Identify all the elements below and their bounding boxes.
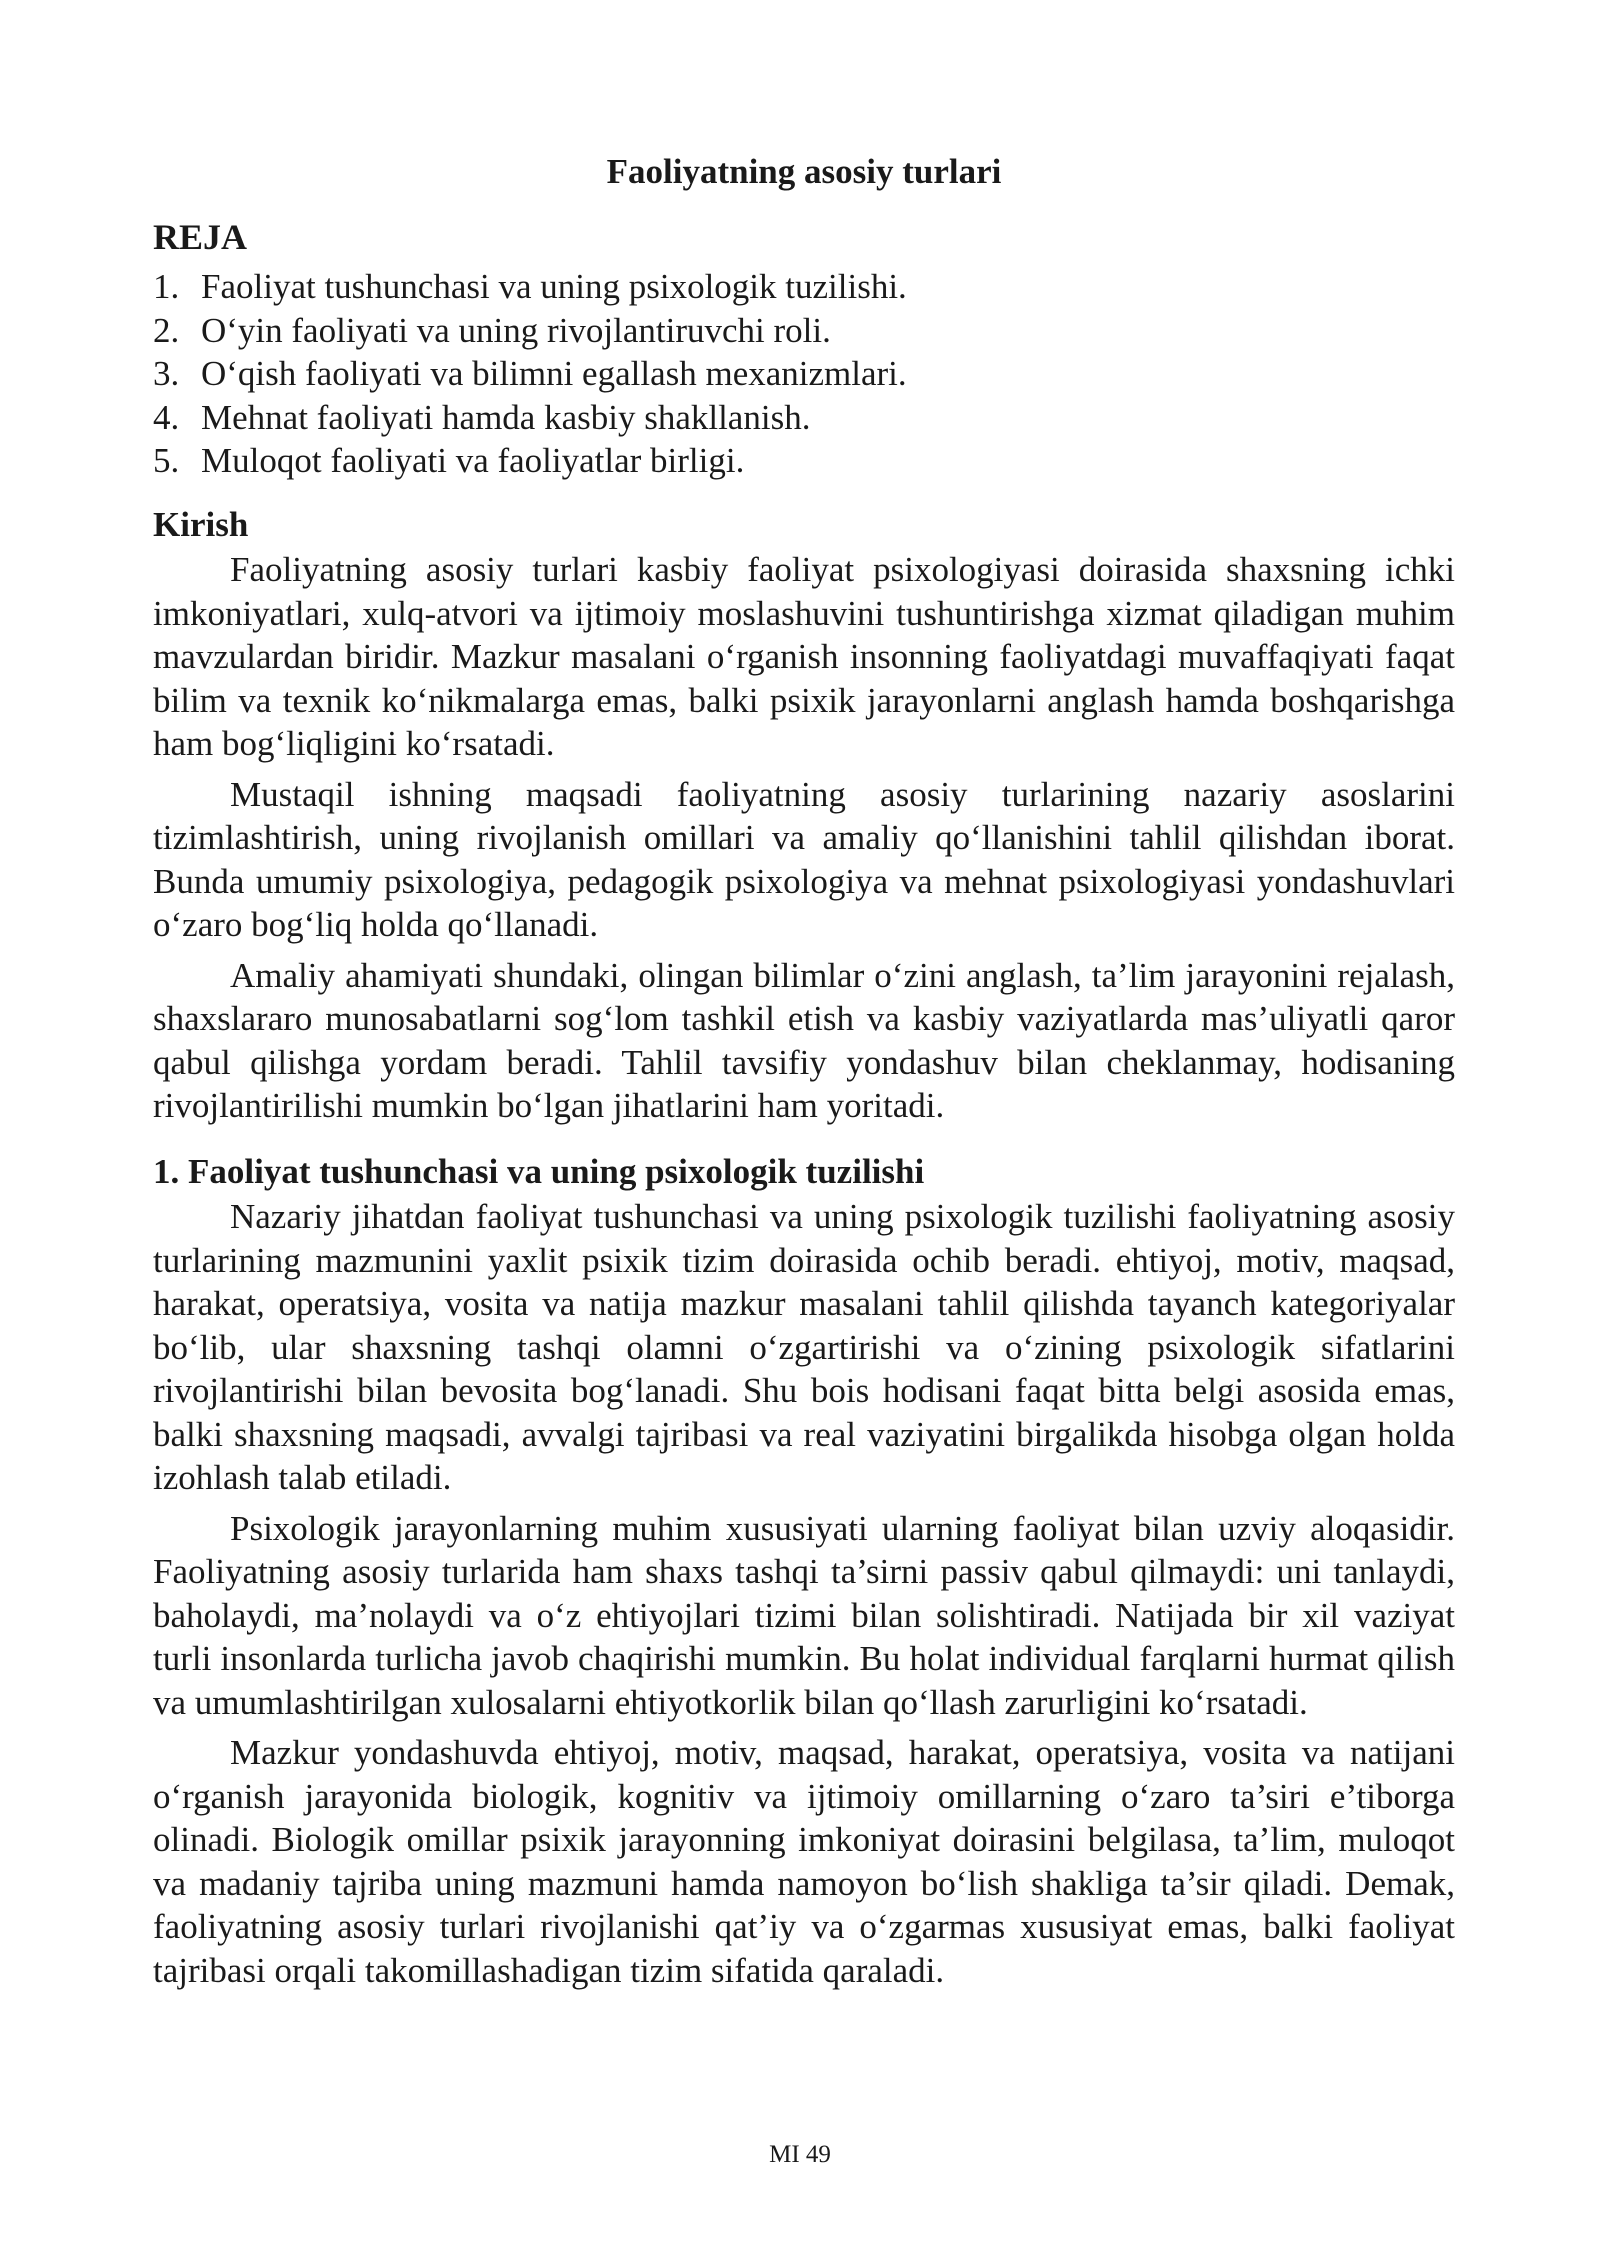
plan-item-text: Muloqot faoliyati va faoliyatlar birligi. — [201, 441, 745, 480]
plan-item — [153, 352, 1455, 396]
plan-heading: REJA — [153, 216, 248, 257]
plan-item-number: 4. — [153, 397, 180, 437]
plan-item-text: Mehnat faoliyati hamda kasbiy shakllanish. — [201, 397, 811, 437]
intro-paragraph: Faoliyatning asosiy turlari kasbiy faoliyat psixologiyasi doirasida shaxsning ichki imkoniyatlari, xulq-atvori va ijtimoiy moslashuvini tushuntirishga xizmat qiladigan muhim mavzulardan biridir. Mazkur masalani o‘rganish insonning faoliyatdagi muvaffaqiyati faqat bilim va texnik ko‘nikmalarga emas, balki psixik jarayonlarni anglash hamda boshqarishga ham bog‘liqligini ko‘rsatadi. — [153, 550, 1455, 763]
plan-item — [153, 396, 1455, 440]
plan-item — [153, 439, 1455, 483]
section-paragraph: Psixologik jarayonlarning muhim xususiyati ularning faoliyat bilan uzviy aloqasidir. Faoliyatning asosiy turlarida ham shaxs tashqi ta’sirni passiv qabul qilmaydi: uni tanlaydi, baholaydi, ma’nolaydi va o‘z ehtiyojlari tizimi bilan solishtiradi. Natijada bir xil vaziyat turli insonlarda turlicha javob chaqirishi mumkin. Bu holat individual farqlarni hurmat qilish va umumlashtirilgan xulosalarni ehtiyotkorlik bilan qo‘llash zarurligini ko‘rsatadi. — [153, 1508, 1455, 1722]
section-paragraph: Nazariy jihatdan faoliyat tushunchasi va uning psixologik tuzilishi faoliyatning asosiy turlarining mazmunini yaxlit psixik tizim doirasida ochib beradi. ehtiyoj, motiv, maqsad, harakat, operatsiya, vosita va natija mazkur masalani tahlil qilishda tayanch kategoriyalar bo‘lib, ular shaxsning tashqi olamni o‘zgartirishi va o‘zining psixologik sifatlarini rivojlantirishi bilan bevosita bog‘lanadi. Shu bois hodisani faqat bitta belgi asosida emas, balki shaxsning maqsadi, avvalgi tajribasi va real vaziyatini birgalikda hisobga olgan holda izohlash talab etiladi. — [153, 1197, 1455, 1497]
intro-paragraph: Amaliy ahamiyati shundaki, olingan bilimlar o‘zini anglash, ta’lim jarayonini rejalash, shaxslararo munosabatlarni sog‘lom tashkil etish va kasbiy vaziyatlarda mas’uliyatli qaror qabul qilishga yordam beradi. Tahlil tavsifiy yondashuv bilan cheklanmay, hodisaning rivojlantirilishi mumkin bo‘lgan jihatlarini ham yoritadi. — [153, 955, 1455, 1125]
page-title: Faoliyatning asosiy turlari — [606, 152, 1002, 191]
section-heading: 1. Faoliyat tushunchasi va uning psixologik tuzilishi — [153, 1151, 925, 1191]
section-paragraph: Mazkur yondashuvda ehtiyoj, motiv, maqsad, harakat, operatsiya, vosita va natijani o‘rganish jarayonida biologik, kognitiv va ijtimoiy omillarning o‘zaro ta’siri e’tiborga olinadi. Biologik omillar psixik jarayonning imkoniyat doirasini belgilasa, ta’lim, muloqot va madaniy tajriba uning mazmuni hamda namoyon bo‘lish shakliga ta’sir qiladi. Demak, faoliyatning asosiy turlari rivojlanishi qat’iy va o‘zgarmas xususiyat emas, balki faoliyat tajribasi orqali takomillashadigan tizim sifatida qaraladi. — [153, 1733, 1455, 1990]
plan-item-text: O‘qish faoliyati va bilimni egallash mexanizmlari. — [201, 354, 907, 393]
intro-heading: Kirish — [153, 504, 249, 544]
plan-item-number: 5. — [153, 441, 180, 480]
intro-paragraph: Mustaqil ishning maqsadi faoliyatning asosiy turlarining nazariy asoslarini tizimlashtirish, uning rivojlanish omillari va amaliy qo‘llanishini tahlil qilishdan iborat. Bunda umumiy psixologiya, pedagogik psixologiya va mehnat psixologiyasi yondashuvlari o‘zaro bog‘liq holda qo‘llanadi. — [153, 774, 1455, 944]
plan-item-text: Faoliyat tushunchasi va uning psixologik tuzilishi. — [201, 267, 907, 306]
plan-item-number: 2. — [153, 310, 180, 350]
plan-list — [153, 265, 1455, 483]
plan-item-number: 3. — [153, 354, 180, 393]
plan-item-number: 1. — [153, 267, 180, 306]
plan-item-text: O‘yin faoliyati va uning rivojlantiruvchi roli. — [201, 310, 831, 350]
page-number: MI 49 — [769, 2141, 831, 2168]
plan-item — [153, 265, 1455, 309]
plan-item — [153, 309, 1455, 353]
